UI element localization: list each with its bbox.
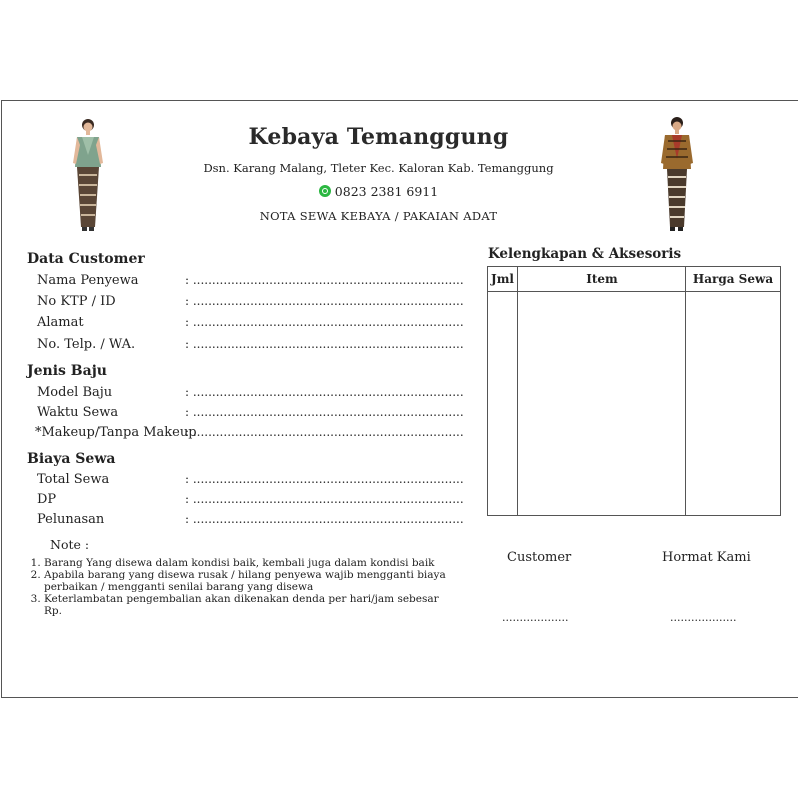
field-row — [37, 385, 467, 403]
field-row — [37, 337, 467, 355]
column-header-jml: Jml — [488, 267, 517, 292]
field-label: Nama Penyewa — [37, 273, 139, 288]
rental-receipt-sheet — [1, 100, 798, 698]
field-value[interactable]: : ....................................................................... — [185, 385, 464, 399]
field-label: Total Sewa — [37, 472, 110, 487]
field-row — [35, 425, 465, 443]
field-label: No KTP / ID — [37, 294, 116, 309]
note-item: 2. Apabila barang yang disewa rusak / hilang penyewa wajib mengganti biaya perbaikan / mengganti senilai barang yang disewa — [44, 569, 452, 593]
field-row — [37, 492, 467, 510]
field-row — [37, 472, 467, 490]
column-header-harga-sewa: Harga Sewa — [686, 267, 780, 292]
field-label: Alamat — [37, 315, 84, 330]
field-value[interactable]: : ....................................................................... — [185, 405, 464, 419]
field-value[interactable]: : ....................................................................... — [185, 294, 464, 308]
note-item: 1. Barang Yang disewa dalam kondisi baik, kembali juga dalam kondisi baik — [44, 557, 452, 569]
field-row — [37, 405, 467, 423]
shop-phone — [2, 184, 755, 199]
field-label: Waktu Sewa — [37, 405, 119, 420]
field-value[interactable]: : ....................................................................... — [185, 472, 464, 486]
shop-title: Kebaya Temanggung — [248, 124, 509, 150]
field-row — [37, 512, 467, 530]
field-value[interactable]: : ....................................................................... — [185, 512, 464, 526]
notes-section — [32, 539, 452, 617]
phone-number: 0823 2381 6911 — [334, 184, 439, 199]
field-label: *Makeup/Tanpa Makeup — [35, 425, 197, 440]
field-row — [37, 315, 467, 333]
column-header-item: Item — [518, 267, 686, 292]
shop-address: Dsn. Karang Malang, Tleter Kec. Kaloran Kab. Temanggung — [203, 161, 554, 175]
kelengkapan-table — [487, 266, 781, 516]
receipt-type: NOTA SEWA KEBAYA / PAKAIAN ADAT — [259, 209, 498, 223]
field-label: Pelunasan — [37, 512, 105, 527]
customer-signature-line[interactable]: ................... — [502, 611, 569, 624]
hormat-kami-signature-label: Hormat Kami — [662, 550, 751, 565]
customer-signature-label: Customer — [507, 550, 572, 565]
notes-title: Note : — [50, 537, 90, 552]
column-divider — [517, 267, 518, 515]
column-divider — [685, 267, 686, 515]
data-customer-heading: Data Customer — [27, 251, 145, 267]
field-value[interactable]: : ....................................................................... — [185, 492, 464, 506]
field-value[interactable]: : ....................................................................... — [185, 337, 464, 351]
field-row — [37, 273, 467, 291]
field-value[interactable]: : ....................................................................... — [185, 273, 464, 287]
note-item: 3. Keterlambatan pengembalian akan dikenakan denda per hari/jam sebesar Rp. — [44, 593, 452, 617]
field-label: DP — [37, 492, 57, 507]
notes-list — [32, 557, 452, 617]
field-row — [37, 294, 467, 312]
jenis-baju-heading: Jenis Baju — [27, 363, 107, 379]
field-label: Model Baju — [37, 385, 113, 400]
field-label: No. Telp. / WA. — [37, 337, 136, 352]
field-value[interactable]: : ....................................................................... — [185, 315, 464, 329]
hormat-kami-signature-line[interactable]: ................... — [670, 611, 737, 624]
kelengkapan-heading: Kelengkapan & Aksesoris — [488, 246, 682, 262]
whatsapp-icon — [319, 185, 331, 197]
field-value[interactable]: : ....................................................................... — [185, 425, 464, 439]
biaya-sewa-heading: Biaya Sewa — [27, 451, 116, 467]
